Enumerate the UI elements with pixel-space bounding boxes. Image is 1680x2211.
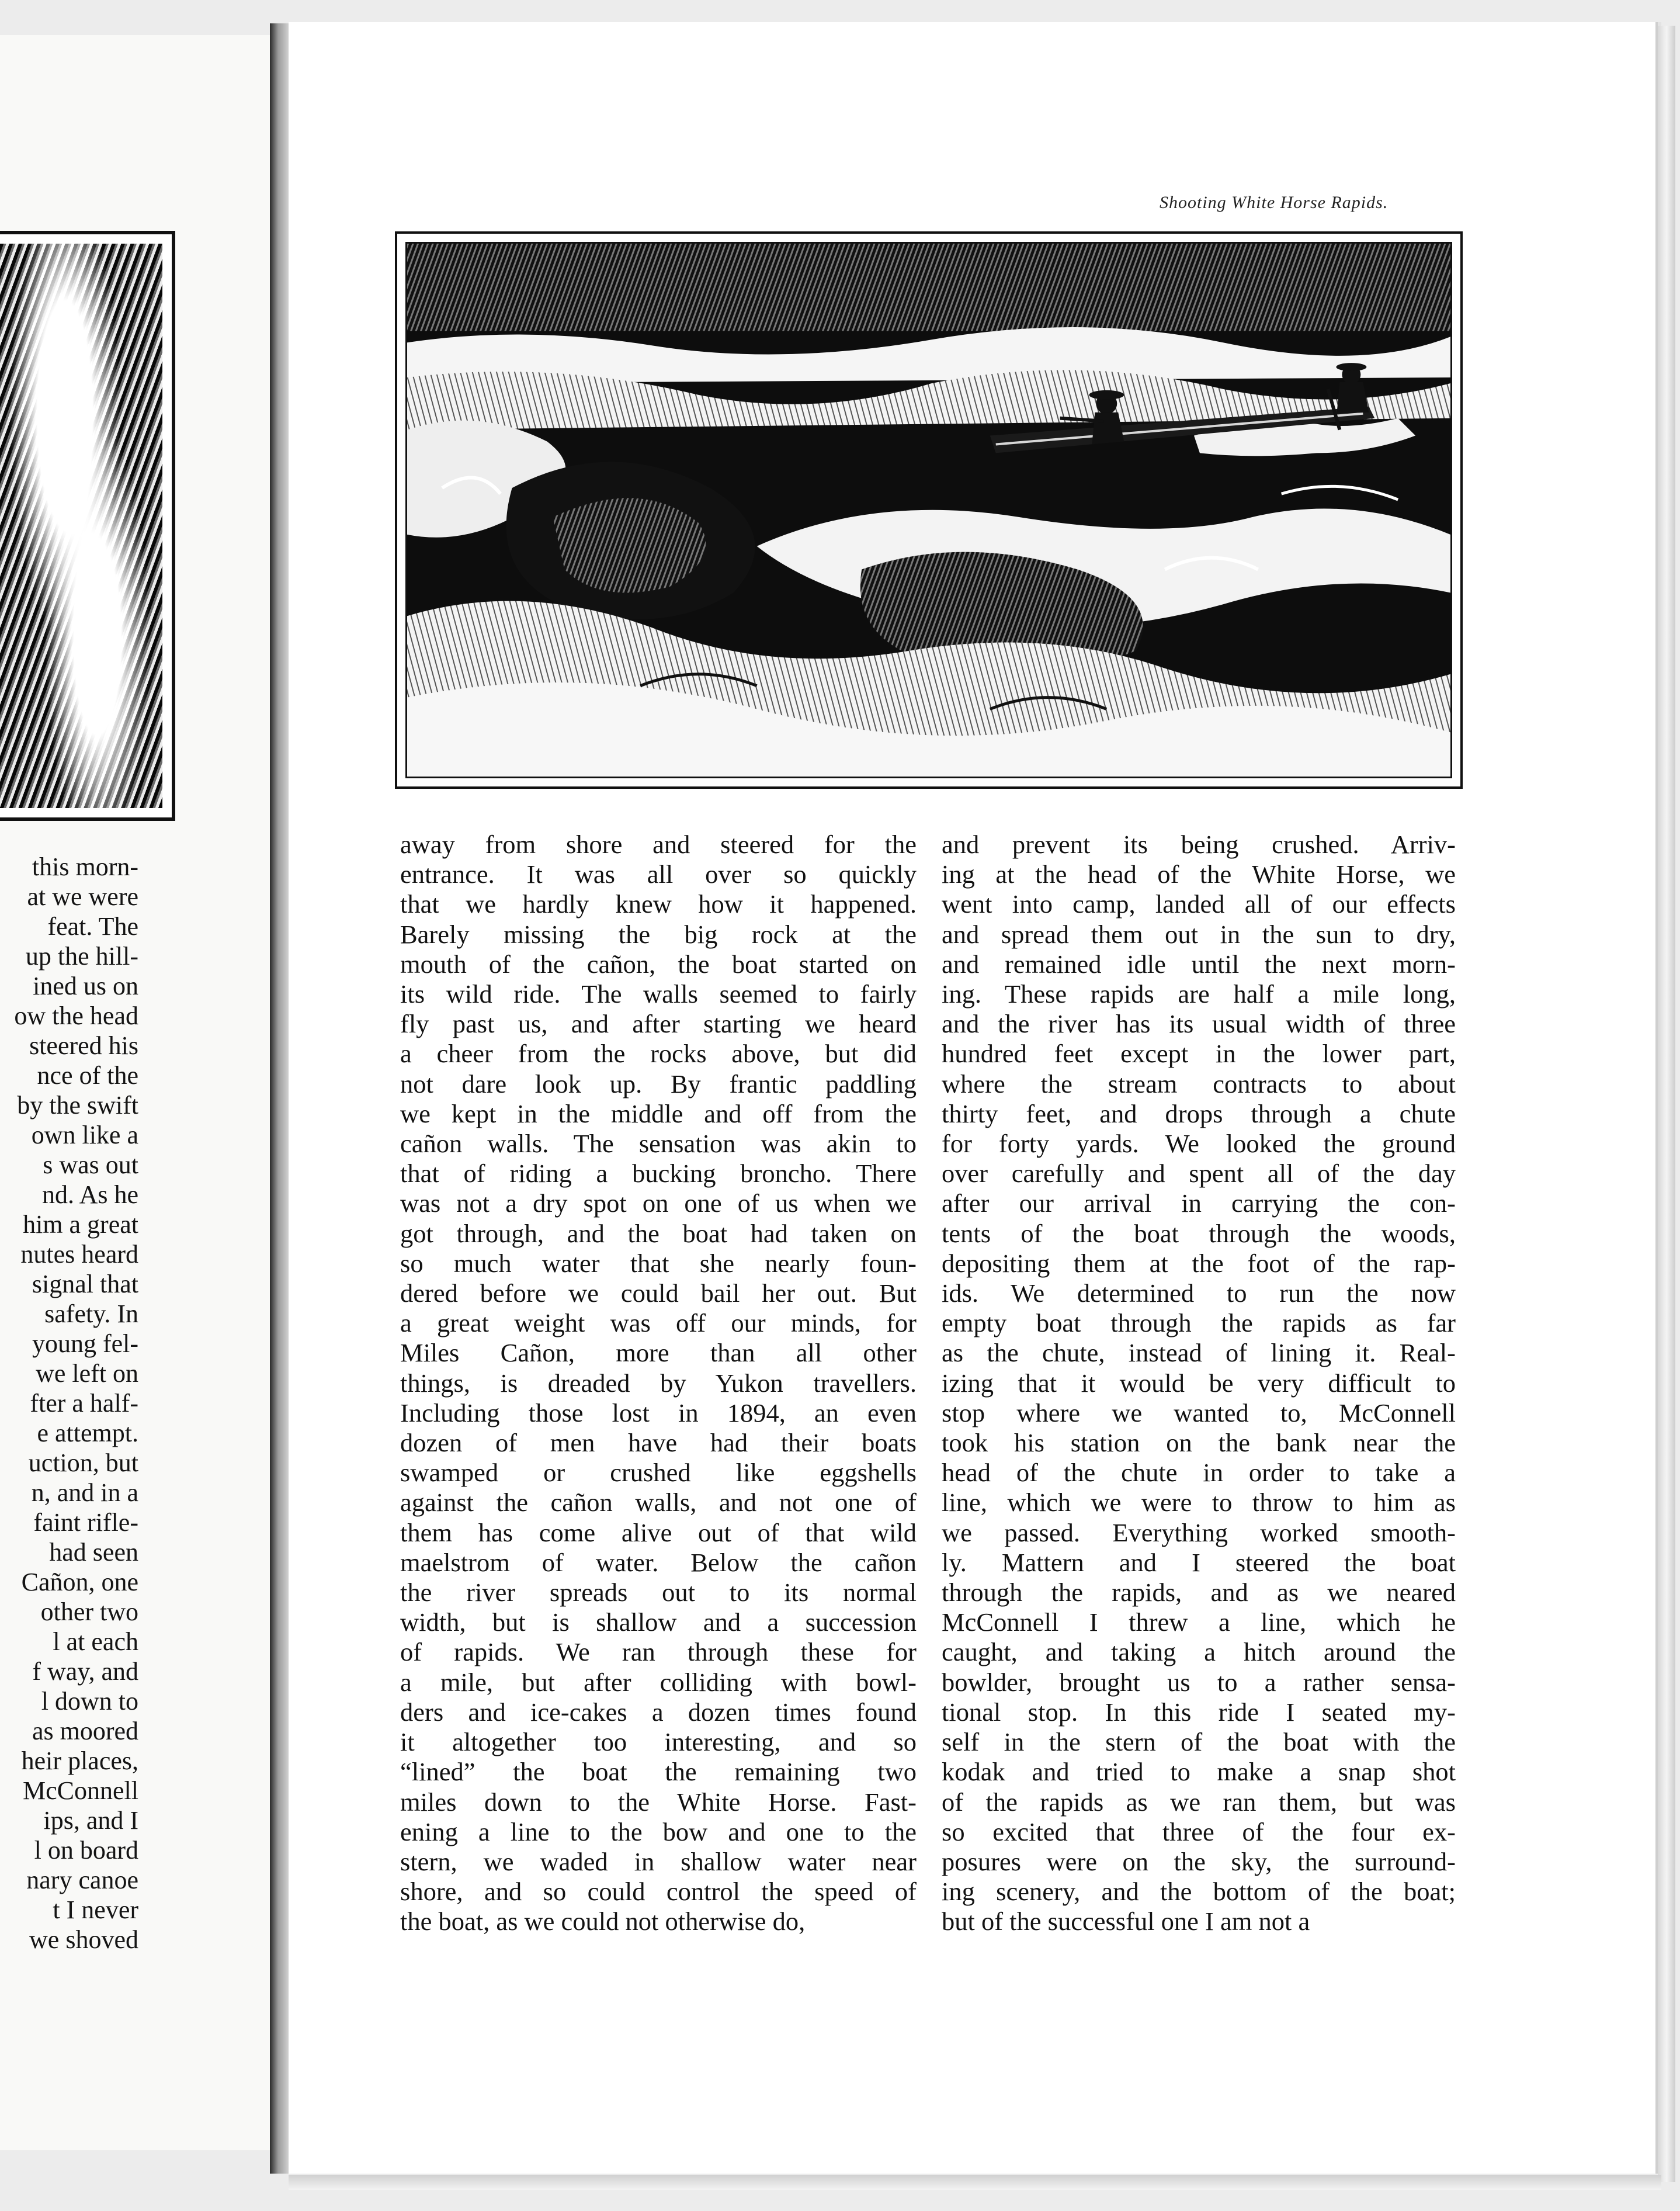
page-edge	[1658, 26, 1675, 2182]
text-line: was not a dry spot on one of us when we	[400, 1188, 917, 1218]
text-line: but of the successful one I am not a	[942, 1907, 1310, 1936]
left-page-line: McConnell	[23, 1776, 138, 1805]
left-page-line: nutes heard	[20, 1240, 138, 1269]
left-page-line: ow the head	[14, 1001, 138, 1030]
rapids-engraving-plate	[405, 242, 1452, 778]
text-line: where the stream contracts to about	[942, 1069, 1456, 1098]
text-line: and the river has its usual width of three	[942, 1009, 1456, 1039]
text-line: over carefully and spent all of the day	[942, 1159, 1456, 1188]
left-page-line: him a great	[23, 1210, 138, 1239]
text-line: tents of the boat through the woods,	[942, 1218, 1456, 1248]
text-line: thirty feet, and drops through a chute	[942, 1098, 1456, 1128]
text-line: maelstrom of water. Below the cañon	[400, 1547, 917, 1577]
text-line: away from shore and steered for the	[400, 830, 917, 859]
text-line: Miles Cañon, more than all other	[400, 1338, 917, 1368]
left-page-line: fter a half-	[30, 1389, 138, 1418]
text-line: so much water that she nearly foun-	[400, 1248, 917, 1278]
left-page-line: uction, but	[28, 1448, 138, 1477]
left-page-line: l on board	[34, 1836, 138, 1865]
text-line: the boat, as we could not otherwise do,	[400, 1907, 806, 1936]
left-page-line: feat. The	[47, 912, 138, 941]
text-line: kodak and tried to make a snap shot	[942, 1757, 1456, 1787]
text-line: a cheer from the rocks above, but did	[400, 1039, 917, 1069]
text-line: cañon walls. The sensation was akin to	[400, 1129, 917, 1159]
text-line: took his station on the bank near the	[942, 1428, 1456, 1458]
left-page-line: safety. In	[44, 1299, 138, 1328]
text-line: width, but is shallow and a succession	[400, 1607, 917, 1637]
text-line: depositing them at the foot of the rap-	[942, 1248, 1456, 1278]
left-page-line: Cañon, one	[21, 1568, 138, 1596]
text-line: line, which we were to throw to him as	[942, 1488, 1456, 1517]
text-line: and prevent its being crushed. Arriv-	[942, 830, 1456, 859]
left-page-line: up the hill-	[25, 942, 138, 971]
left-page-line: nd. As he	[42, 1180, 138, 1209]
left-page	[0, 35, 273, 2150]
text-line: ly. Mattern and I steered the boat	[942, 1547, 1456, 1577]
left-page-line: other two	[40, 1597, 138, 1626]
left-page-line: by the swift	[17, 1091, 138, 1120]
text-line: so excited that three of the four ex-	[942, 1817, 1456, 1846]
left-page-line: f way, and	[32, 1657, 138, 1686]
text-line: its wild ride. The walls seemed to fairly	[400, 979, 917, 1009]
text-line: head of the chute in order to take a	[942, 1458, 1456, 1488]
text-line: went into camp, landed all of our effects	[942, 889, 1456, 919]
left-page-line: this morn-	[32, 852, 138, 881]
text-line: shore, and so could control the speed of	[400, 1877, 917, 1907]
text-line: and remained idle until the next morn-	[942, 949, 1456, 979]
left-page-line: s was out	[43, 1150, 138, 1179]
left-page-line: n, and in a	[31, 1478, 138, 1507]
text-line: as the chute, instead of lining it. Real-	[942, 1338, 1456, 1368]
text-line: against the cañon walls, and not one of	[400, 1488, 917, 1517]
text-line: the river spreads out to its normal	[400, 1578, 917, 1607]
text-line: we passed. Everything worked smooth-	[942, 1517, 1456, 1547]
text-line: self in the stern of the boat with the	[942, 1727, 1456, 1757]
text-line: empty boat through the rapids as far	[942, 1308, 1456, 1338]
left-illustration-engraving	[0, 244, 162, 808]
rapids-figure	[395, 231, 1463, 789]
text-column-1	[400, 830, 917, 1937]
text-line: of the rapids as we ran them, but was	[942, 1787, 1456, 1817]
text-line: after our arrival in carrying the con-	[942, 1188, 1456, 1218]
text-line: entrance. It was all over so quickly	[400, 860, 917, 889]
text-line: stern, we waded in shallow water near	[400, 1846, 917, 1876]
text-line: ders and ice-cakes a dozen times found	[400, 1697, 917, 1727]
left-page-line: as moored	[32, 1717, 138, 1745]
left-page-illustration	[0, 231, 175, 821]
left-page-line: own like a	[31, 1121, 138, 1149]
text-line: and spread them out in the sun to dry,	[942, 919, 1456, 949]
left-page-line: at we were	[27, 882, 138, 911]
text-line: ing scenery, and the bottom of the boat;	[942, 1877, 1456, 1907]
text-line: ening a line to the bow and one to the	[400, 1817, 917, 1846]
left-page-line: faint rifle-	[33, 1508, 138, 1537]
left-page-line: ips, and I	[43, 1806, 138, 1835]
text-line: ids. We determined to run the now	[942, 1278, 1456, 1308]
text-line: posures were on the sky, the surround-	[942, 1846, 1456, 1876]
left-page-line: nary canoe	[26, 1866, 138, 1894]
left-page-line: nce of the	[37, 1061, 138, 1090]
left-page-line: we shoved	[29, 1925, 138, 1954]
text-line: caught, and taking a hitch around the	[942, 1637, 1456, 1667]
text-line: hundred feet except in the lower part,	[942, 1039, 1456, 1069]
text-line: dered before we could bail her out. But	[400, 1278, 917, 1308]
left-page-line: heir places,	[21, 1746, 138, 1775]
text-line: ing. These rapids are half a mile long,	[942, 979, 1456, 1009]
text-line: dozen of men have had their boats	[400, 1428, 917, 1458]
left-page-line: ined us on	[33, 972, 138, 1000]
text-line: tional stop. In this ride I seated my-	[942, 1697, 1456, 1727]
left-page-line: e attempt.	[37, 1419, 138, 1447]
left-page-line: we left on	[36, 1359, 138, 1388]
text-line: izing that it would be very difficult to	[942, 1368, 1456, 1398]
text-line: “lined” the boat the remaining two	[400, 1757, 917, 1787]
text-line: through the rapids, and as we neared	[942, 1578, 1456, 1607]
text-line: miles down to the White Horse. Fast-	[400, 1787, 917, 1817]
text-line: Barely missing the big rock at the	[400, 919, 917, 949]
left-page-line: l at each	[53, 1627, 138, 1656]
text-line: stop where we wanted to, McConnell	[942, 1398, 1456, 1427]
text-line: swamped or crushed like eggshells	[400, 1458, 917, 1488]
text-line: we kept in the middle and off from the	[400, 1098, 917, 1128]
text-line: mouth of the cañon, the boat started on	[400, 949, 917, 979]
text-line: fly past us, and after starting we heard	[400, 1009, 917, 1039]
page-bottom-edge	[289, 2175, 1661, 2190]
text-line: bowlder, brought us to a rather sensa-	[942, 1667, 1456, 1697]
left-page-line: signal that	[32, 1270, 138, 1298]
left-page-line: steered his	[29, 1031, 138, 1060]
running-head: Shooting White Horse Rapids.	[1160, 193, 1389, 212]
left-page-line: young fel-	[32, 1329, 138, 1358]
text-line: things, is dreaded by Yukon travellers.	[400, 1368, 917, 1398]
text-line: them has come alive out of that wild	[400, 1517, 917, 1547]
text-line: a great weight was off our minds, for	[400, 1308, 917, 1338]
text-line: that we hardly knew how it happened.	[400, 889, 917, 919]
left-page-line: had seen	[49, 1538, 138, 1567]
rapids-engraving-icon	[407, 244, 1450, 777]
text-line: McConnell I threw a line, which he	[942, 1607, 1456, 1637]
left-page-line: l down to	[41, 1687, 138, 1716]
text-line: Including those lost in 1894, an even	[400, 1398, 917, 1427]
text-line: a mile, but after colliding with bowl-	[400, 1667, 917, 1697]
text-line: of rapids. We ran through these for	[400, 1637, 917, 1667]
text-line: ing at the head of the White Horse, we	[942, 860, 1456, 889]
text-line: for forty yards. We looked the ground	[942, 1129, 1456, 1159]
text-line: got through, and the boat had taken on	[400, 1218, 917, 1248]
text-line: not dare look up. By frantic paddling	[400, 1069, 917, 1098]
text-column-2	[942, 830, 1456, 1937]
left-page-text-fragment	[0, 852, 138, 1954]
text-line: it altogether too interesting, and so	[400, 1727, 917, 1757]
left-page-line: t I never	[53, 1895, 138, 1924]
text-line: that of riding a bucking broncho. There	[400, 1159, 917, 1188]
